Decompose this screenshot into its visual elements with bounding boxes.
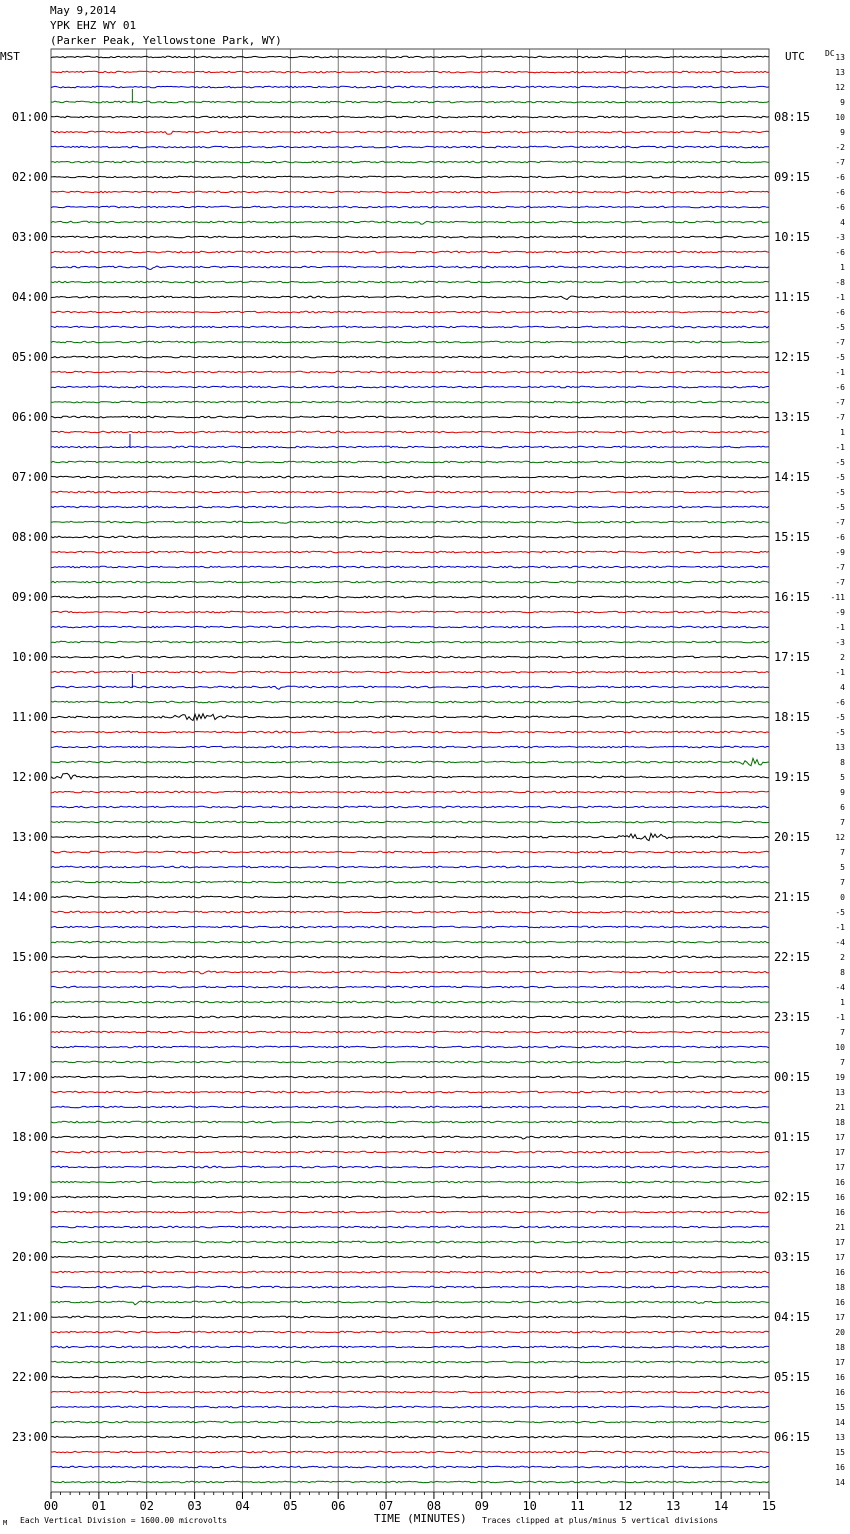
dc-offset-label: 10: [835, 1043, 845, 1052]
dc-offset-label: -5: [835, 503, 845, 512]
utc-hour-label: 20:15: [774, 830, 811, 844]
x-tick-label: 07: [378, 1499, 394, 1513]
seismic-trace: [51, 773, 769, 779]
dc-offset-label: 18: [835, 1283, 845, 1292]
seismic-trace: [51, 1271, 769, 1273]
utc-hour-label: 06:15: [774, 1430, 811, 1444]
seismic-trace: [51, 131, 769, 134]
dc-offset-label: 1: [840, 998, 845, 1007]
seismic-trace: [51, 1226, 769, 1228]
dc-offset-label: 18: [835, 1118, 845, 1127]
x-tick-label: 10: [522, 1499, 537, 1513]
mst-hour-label: 05:00: [11, 350, 48, 364]
seismic-trace: [51, 476, 769, 478]
seismic-trace: [51, 896, 769, 898]
mst-hour-label: 20:00: [11, 1250, 48, 1264]
seismic-trace: [51, 1121, 769, 1123]
trace-group: [51, 56, 769, 1483]
dc-offset-label: 16: [835, 1208, 845, 1217]
dc-offset-label: -6: [835, 383, 845, 392]
dc-offset-label: -6: [835, 203, 845, 212]
utc-hour-label: 16:15: [774, 590, 811, 604]
seismic-trace: [51, 911, 769, 913]
seismic-trace: [51, 1166, 769, 1168]
dc-offset-label: -5: [835, 728, 845, 737]
dc-offset-label: -4: [835, 938, 845, 947]
clip-note: Traces clipped at plus/minus 5 vertical divisions: [482, 1516, 719, 1525]
dc-offset-label: 16: [835, 1268, 845, 1277]
seismic-trace: [51, 296, 769, 299]
seismic-trace: [51, 191, 769, 193]
dc-offset-label: 5: [840, 773, 845, 782]
dc-offset-label: -5: [835, 713, 845, 722]
seismic-trace: [51, 311, 769, 313]
dc-offset-label: -1: [835, 293, 845, 302]
seismic-trace: [51, 758, 769, 765]
dc-label: DC: [825, 49, 835, 58]
seismic-trace: [51, 686, 769, 689]
utc-hour-label: 10:15: [774, 230, 811, 244]
dc-offset-label: -6: [835, 308, 845, 317]
seismic-trace: [51, 71, 769, 73]
seismic-trace: [51, 1451, 769, 1453]
dc-offset-label: 16: [835, 1373, 845, 1382]
dc-offset-label: 21: [835, 1103, 845, 1112]
x-tick-label: 12: [618, 1499, 633, 1513]
x-tick-label: 13: [666, 1499, 681, 1513]
seismic-trace: [51, 701, 769, 703]
dc-offset-label: -1: [835, 668, 845, 677]
plot-frame: [51, 49, 769, 1492]
seismic-trace: [51, 1211, 769, 1213]
seismic-trace: [51, 851, 769, 853]
seismic-trace: [51, 56, 769, 58]
dc-offset-label: 13: [835, 1433, 845, 1442]
seismic-trace: [51, 926, 769, 928]
seismic-trace: [51, 1406, 769, 1408]
x-tick-label: 15: [761, 1499, 777, 1513]
dc-offset-label: 6: [840, 803, 845, 812]
dc-offset-label: 13: [835, 53, 845, 62]
x-tick-label: 05: [283, 1499, 298, 1513]
dc-offset-label: -5: [835, 323, 845, 332]
utc-hour-label: 19:15: [774, 770, 811, 784]
utc-hour-label: 22:15: [774, 950, 811, 964]
dc-offset-label: 1: [840, 428, 845, 437]
dc-offset-label: -11: [830, 593, 845, 602]
dc-offset-label: 4: [840, 683, 845, 692]
seismic-trace: [51, 1346, 769, 1348]
dc-offset-label: 2: [840, 953, 845, 962]
seismic-trace: [51, 1466, 769, 1468]
x-tick-label: 04: [235, 1499, 250, 1513]
utc-hour-label: 01:15: [774, 1130, 811, 1144]
seismic-trace: [51, 356, 769, 358]
utc-hour-label: 18:15: [774, 710, 811, 724]
dc-offset-label: 17: [835, 1163, 845, 1172]
dc-offset-label: 17: [835, 1358, 845, 1367]
seismic-trace: [51, 791, 769, 793]
mst-label: MST: [0, 50, 20, 63]
seismic-trace: [51, 821, 769, 823]
dc-offset-label: 17: [835, 1253, 845, 1262]
seismic-trace: [51, 266, 769, 269]
utc-hour-label: 09:15: [774, 170, 811, 184]
seismic-trace: [51, 101, 769, 103]
seismic-trace: [51, 1196, 769, 1198]
seismic-trace: [51, 626, 769, 628]
dc-offset-label: -5: [835, 908, 845, 917]
seismic-trace: [51, 956, 769, 958]
dc-offset-label: 13: [835, 1088, 845, 1097]
seismic-trace: [51, 341, 769, 343]
seismic-trace: [51, 146, 769, 148]
dc-offset-label: 13: [835, 68, 845, 77]
seismic-trace: [51, 941, 769, 943]
mst-hour-label: 03:00: [11, 230, 48, 244]
dc-offset-label: -6: [835, 173, 845, 182]
utc-hour-label: 08:15: [774, 110, 811, 124]
seismic-trace: [51, 446, 769, 448]
utc-hour-label: 13:15: [774, 410, 811, 424]
dc-offset-label: -8: [835, 278, 845, 287]
x-tick-label: 00: [43, 1499, 59, 1513]
seismic-trace: [51, 1256, 769, 1258]
seismic-trace: [51, 1151, 769, 1153]
seismic-trace: [51, 1136, 769, 1139]
seismic-trace: [51, 1391, 769, 1393]
dc-offset-label: 18: [835, 1343, 845, 1352]
seismic-trace: [51, 731, 769, 733]
dc-offset-label: -6: [835, 533, 845, 542]
seismic-trace: [51, 1046, 769, 1048]
mst-hour-label: 23:00: [11, 1430, 48, 1444]
seismic-trace: [51, 746, 769, 748]
seismic-trace: [51, 806, 769, 808]
mst-hour-label: 04:00: [11, 290, 48, 304]
dc-offset-label: -7: [835, 338, 845, 347]
dc-offset-label: -6: [835, 248, 845, 257]
dc-offset-label: 21: [835, 1223, 845, 1232]
dc-offset-label: -5: [835, 473, 845, 482]
mst-hour-label: 19:00: [11, 1190, 48, 1204]
seismic-trace: [51, 1331, 769, 1333]
dc-offset-label: -1: [835, 623, 845, 632]
x-tick-label: 11: [570, 1499, 585, 1513]
seismic-trace: [51, 714, 769, 721]
x-tick-label: 08: [426, 1499, 442, 1513]
utc-label: UTC: [785, 50, 805, 63]
dc-offset-label: 15: [835, 1403, 845, 1412]
seismic-trace: [51, 521, 769, 523]
mst-hour-label: 22:00: [11, 1370, 48, 1384]
x-axis-title: TIME (MINUTES): [374, 1512, 467, 1525]
seismic-trace: [51, 1481, 769, 1483]
dc-offset-label: -1: [835, 923, 845, 932]
seismic-trace: [51, 1106, 769, 1108]
dc-offset-label: 17: [835, 1133, 845, 1142]
dc-offset-label: 7: [840, 878, 845, 887]
dc-offset-label: 19: [835, 1073, 845, 1082]
dc-offset-label: 7: [840, 1028, 845, 1037]
seismic-trace: [51, 176, 769, 178]
axis-labels: [12, 53, 845, 1513]
x-tick-label: 03: [187, 1499, 202, 1513]
mst-hour-label: 16:00: [11, 1010, 48, 1024]
dc-offset-label: 13: [835, 743, 845, 752]
dc-offset-label: -7: [835, 398, 845, 407]
seismic-trace: [51, 461, 769, 463]
dc-offset-label: 0: [840, 893, 845, 902]
mst-hour-label: 13:00: [11, 830, 48, 844]
dc-offset-label: -2: [835, 143, 845, 152]
corner-mark: M: [3, 1519, 8, 1527]
dc-offset-label: 17: [835, 1238, 845, 1247]
mst-hour-label: 10:00: [11, 650, 48, 664]
dc-offset-label: -5: [835, 458, 845, 467]
seismic-trace: [51, 551, 769, 553]
seismic-trace: [51, 401, 769, 403]
seismic-trace: [51, 866, 769, 868]
dc-offset-label: -3: [835, 233, 845, 242]
mst-hour-label: 02:00: [11, 170, 48, 184]
seismic-trace: [51, 431, 769, 433]
dc-offset-label: -5: [835, 353, 845, 362]
dc-offset-label: -5: [835, 488, 845, 497]
dc-offset-label: -4: [835, 983, 845, 992]
dc-offset-label: -7: [835, 158, 845, 167]
utc-hour-label: 14:15: [774, 470, 811, 484]
dc-offset-label: 14: [835, 1478, 845, 1487]
x-tick-label: 14: [713, 1499, 729, 1513]
utc-hour-label: 17:15: [774, 650, 811, 664]
utc-hour-label: 12:15: [774, 350, 811, 364]
mst-hour-label: 15:00: [11, 950, 48, 964]
seismic-trace: [51, 161, 769, 163]
utc-hour-label: 23:15: [774, 1010, 811, 1024]
seismic-trace: [51, 281, 769, 283]
dc-offset-label: 16: [835, 1463, 845, 1472]
x-tick-label: 09: [474, 1499, 490, 1513]
scale-note: Each Vertical Division = 1600.00 microvolts: [20, 1516, 228, 1525]
dc-offset-label: -3: [835, 638, 845, 647]
mst-hour-label: 08:00: [11, 530, 48, 544]
x-tick-label: 06: [330, 1499, 346, 1513]
seismic-trace: [51, 641, 769, 643]
dc-offset-label: -9: [835, 608, 845, 617]
mst-hour-label: 21:00: [11, 1310, 48, 1324]
station-location: (Parker Peak, Yellowstone Park, WY): [50, 34, 282, 47]
dc-offset-label: 7: [840, 818, 845, 827]
dc-offset-label: 7: [840, 848, 845, 857]
dc-offset-label: 17: [835, 1148, 845, 1157]
seismic-trace: [51, 581, 769, 583]
dc-offset-label: 12: [835, 833, 845, 842]
utc-hour-label: 03:15: [774, 1250, 811, 1264]
seismic-trace: [51, 86, 769, 88]
mst-hour-label: 07:00: [11, 470, 48, 484]
utc-hour-label: 02:15: [774, 1190, 811, 1204]
dc-offset-label: 8: [840, 968, 845, 977]
dc-offset-label: -1: [835, 1013, 845, 1022]
seismic-trace: [51, 371, 769, 373]
seismic-trace: [51, 236, 769, 238]
seismic-trace: [51, 611, 769, 613]
seismic-trace: [51, 206, 769, 208]
seismic-trace: [51, 971, 769, 974]
mst-hour-label: 18:00: [11, 1130, 48, 1144]
dc-offset-label: 2: [840, 653, 845, 662]
seismic-trace: [51, 1421, 769, 1423]
utc-hour-label: 15:15: [774, 530, 811, 544]
seismic-trace: [51, 1181, 769, 1183]
seismic-trace: [51, 596, 769, 598]
seismic-trace: [51, 566, 769, 568]
dc-offset-label: 12: [835, 83, 845, 92]
seismic-trace: [51, 1031, 769, 1033]
seismic-trace: [51, 1361, 769, 1363]
dc-offset-label: -1: [835, 443, 845, 452]
seismic-trace: [51, 1241, 769, 1243]
plot-date: May 9,2014: [50, 4, 117, 17]
dc-offset-label: -7: [835, 413, 845, 422]
dc-offset-label: -6: [835, 188, 845, 197]
dc-offset-label: 7: [840, 1058, 845, 1067]
mst-hour-label: 06:00: [11, 410, 48, 424]
seismic-trace: [51, 1016, 769, 1018]
seismic-trace: [51, 1376, 769, 1378]
dc-offset-label: 20: [835, 1328, 845, 1337]
seismic-trace: [51, 1076, 769, 1078]
seismic-trace: [51, 1001, 769, 1003]
mst-hour-label: 12:00: [11, 770, 48, 784]
seismic-trace: [51, 221, 769, 224]
dc-offset-label: -1: [835, 368, 845, 377]
seismic-trace: [51, 386, 769, 388]
mst-hour-label: 14:00: [11, 890, 48, 904]
seismic-trace: [51, 416, 769, 418]
x-tick-label: 01: [91, 1499, 107, 1513]
dc-offset-label: 16: [835, 1298, 845, 1307]
seismic-trace: [51, 491, 769, 493]
seismic-trace: [51, 1436, 769, 1438]
utc-hour-label: 04:15: [774, 1310, 811, 1324]
dc-offset-label: 9: [840, 788, 845, 797]
dc-offset-label: -9: [835, 548, 845, 557]
seismic-trace: [51, 251, 769, 253]
dc-offset-label: 16: [835, 1193, 845, 1202]
dc-offset-label: 9: [840, 128, 845, 137]
dc-offset-label: 16: [835, 1388, 845, 1397]
dc-offset-label: -7: [835, 578, 845, 587]
utc-hour-label: 00:15: [774, 1070, 811, 1084]
seismic-trace: [51, 656, 769, 658]
dc-offset-label: 17: [835, 1313, 845, 1322]
dc-offset-label: 5: [840, 863, 845, 872]
dc-offset-label: 9: [840, 98, 845, 107]
mst-hour-label: 01:00: [11, 110, 48, 124]
station-code: YPK EHZ WY 01: [50, 19, 137, 32]
mst-hour-label: 17:00: [11, 1070, 48, 1084]
mst-hour-label: 09:00: [11, 590, 48, 604]
seismic-trace: [51, 986, 769, 988]
seismic-trace: [51, 506, 769, 508]
seismic-trace: [51, 1286, 769, 1288]
mst-hour-label: 11:00: [11, 710, 48, 724]
seismic-trace: [51, 671, 769, 673]
dc-offset-label: 16: [835, 1178, 845, 1187]
dc-offset-label: 14: [835, 1418, 845, 1427]
seismic-trace: [51, 1091, 769, 1093]
seismic-trace: [51, 536, 769, 538]
dc-offset-label: 1: [840, 263, 845, 272]
dc-offset-label: 15: [835, 1448, 845, 1457]
dc-offset-label: 8: [840, 758, 845, 767]
seismic-trace: [51, 881, 769, 883]
dc-offset-label: 4: [840, 218, 845, 227]
x-tick-label: 02: [139, 1499, 154, 1513]
dc-offset-label: -7: [835, 563, 845, 572]
seismic-trace: [51, 1301, 769, 1305]
utc-hour-label: 21:15: [774, 890, 811, 904]
utc-hour-label: 11:15: [774, 290, 811, 304]
dc-offset-label: -7: [835, 518, 845, 527]
dc-offset-label: -6: [835, 698, 845, 707]
utc-hour-label: 05:15: [774, 1370, 811, 1384]
seismic-trace: [51, 116, 769, 118]
seismic-trace: [51, 833, 769, 840]
seismic-trace: [51, 1061, 769, 1063]
seismic-trace: [51, 326, 769, 328]
dc-offset-label: 10: [835, 113, 845, 122]
seismic-trace: [51, 1316, 769, 1318]
